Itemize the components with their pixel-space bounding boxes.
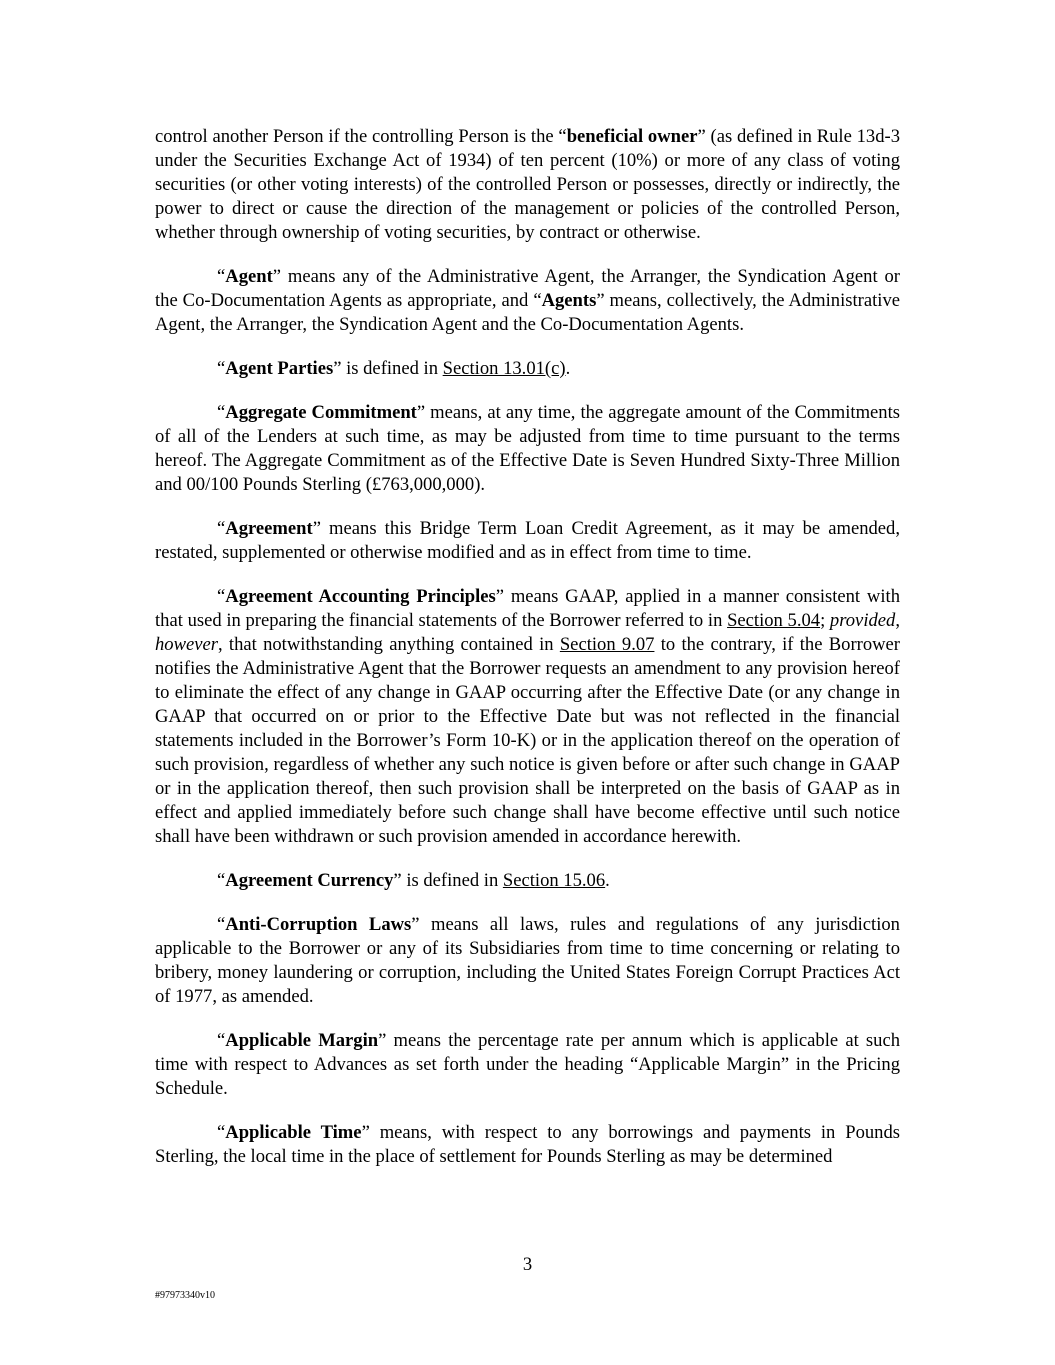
defined-term: Applicable Margin [225,1030,379,1051]
definition-agreement-accounting-principles [155,585,900,849]
definition-anti-corruption-laws [155,913,900,1009]
text: “ [217,870,226,891]
text: , that notwithstanding anything contained in [218,634,560,655]
definition-applicable-margin [155,1029,900,1101]
definition-applicable-time [155,1121,900,1169]
text: ” means this Bridge Term Loan Credit Agreement, as it may be amended, restated, supplemented or otherwise modified and as in effect from time to time. [155,518,900,563]
section-reference: Section 5.04 [727,610,821,631]
text: , [895,610,900,631]
defined-term: Applicable Time [225,1122,362,1143]
text: ” is defined in [393,870,503,891]
section-reference: Section 9.07 [559,634,655,655]
section-reference: Section 13.01(c) [442,358,566,379]
text: ” (as defined in Rule 13d-3 under the Securities Exchange Act of 1934) of ten percent (10%) or more of any class of voting securities (or other voting interests) of the controlled Person or possesses, directly or indirectly, the power to direct or cause the direction of the management or policies of the controlled Person, whether through ownership of voting securities, by contract or otherwise. [155,126,900,243]
text: . [565,358,571,379]
definition-agreement-currency [155,869,900,893]
text: ” means, collectively, the Administrative Agent, the Arranger, the Syndication Agent and the Co-Documentation Agents. [155,290,900,335]
text: ” means GAAP, applied in a manner consistent with that used in preparing the financial statements of the Borrower referred to in [155,586,900,631]
text: “ [217,358,226,379]
text: ” means, at any time, the aggregate amount of the Commitments of all of the Lenders at such time, as may be adjusted from time to time pursuant to the terms hereof. The Aggregate Commitment as of the Effective Date is Seven Hundred Sixty-Three Million and 00/100 Pounds Sterling (£763,000,000). [155,402,900,495]
definition-aggregate-commitment [155,401,900,497]
italic-term: provided [829,610,896,631]
paragraph-affiliate-control [155,125,900,245]
text: control another Person if the controlling Person is the “ [155,126,567,147]
text: “ [217,402,226,423]
text: ” means, with respect to any borrowings and payments in Pounds Sterling, the local time in the place of settlement for Pounds Sterling as may be determined [155,1122,900,1167]
text: “ [217,518,226,539]
definition-agent [155,265,900,337]
page-number: 3 [522,1254,533,1275]
defined-term: Agreement Currency [225,870,394,891]
defined-term: Agreement [225,518,313,539]
defined-term: Anti-Corruption Laws [225,914,412,935]
defined-term: beneficial owner [566,126,698,147]
definition-agent-parties [155,357,900,381]
text: ” means any of the Administrative Agent, the Arranger, the Syndication Agent or the Co-Documentation Agents as appropriate, and “ [155,266,900,311]
defined-term: Agent [225,266,273,287]
italic-term: however [155,634,218,655]
text: “ [217,1122,226,1143]
section-reference: Section 15.06 [502,870,606,891]
text: “ [217,914,226,935]
defined-term: Aggregate Commitment [225,402,417,423]
defined-term: Agreement Accounting Principles [225,586,496,607]
document-id: #97973340v10 [155,1290,215,1301]
defined-term: Agent Parties [225,358,334,379]
text: ; [820,610,830,631]
text: “ [217,266,226,287]
text: “ [217,586,226,607]
text: ” is defined in [333,358,443,379]
defined-term: Agents [541,290,597,311]
definition-agreement [155,517,900,565]
text: “ [217,1030,226,1051]
text: . [605,870,610,891]
text: to the contrary, if the Borrower notifies the Administrative Agent that the Borrower requests an amendment to any provision hereof to eliminate the effect of any change in GAAP occurring after the Effective Date (or any change in GAAP that occurred on or prior to the Effective Date but was not reflected in the financial statements included in the Borrower’s Form 10-K) or in the application thereof on the operation of such provision, regardless of whether any such notice is given before or after such change in GAAP or in the application thereof, then such provision shall be interpreted on the basis of GAAP as in effect and applied immediately before such change shall have become effective until such notice shall have been withdrawn or such provision amended in accordance herewith. [155,634,900,847]
text: ” means all laws, rules and regulations of any jurisdiction applicable to the Borrower or any of its Subsidiaries from time to time concerning or relating to bribery, money laundering or corruption, including the United States Foreign Corrupt Practices Act of 1977, as amended. [155,914,900,1007]
text: ” means the percentage rate per annum which is applicable at such time with respect to Advances as set forth under the heading “Applicable Margin” in the Pricing Schedule. [155,1030,900,1099]
document-body [155,125,900,1189]
